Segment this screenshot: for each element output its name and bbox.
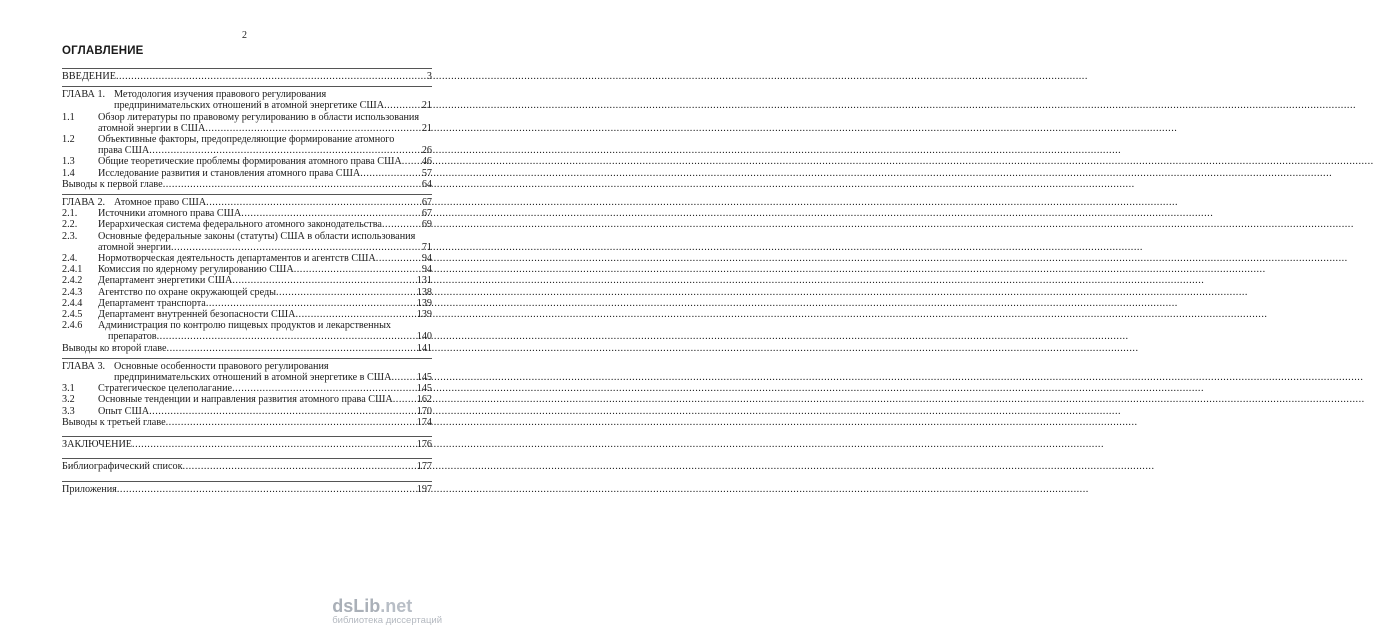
entry-number: 1.3 (62, 156, 75, 168)
entry-page: 57 (421, 167, 432, 179)
entry-title: Основные тенденции и направления развития атомного права США (98, 394, 393, 406)
toc-entry-1-3[interactable] (62, 156, 432, 167)
entry-number: ГЛАВА 2. (62, 197, 106, 209)
entry-title: Атомное право США (114, 197, 207, 209)
toc-entry-3-3[interactable] (62, 406, 432, 417)
entry-number: 2.2. (62, 219, 78, 231)
entry-title: Исследование развития и становления атомного права США (98, 167, 361, 179)
entry-title: Департамент внутренней безопасности США (98, 309, 296, 321)
entry-number: 2.4.4 (62, 297, 83, 309)
entry-title-line2: права США (98, 145, 150, 157)
toc-entry-2-4-1[interactable] (62, 264, 432, 275)
entry-title: Выводы к первой главе (62, 178, 163, 190)
entry-page: 131 (416, 275, 432, 287)
toc-entry-conclusions-3[interactable] (62, 417, 432, 428)
toc-entry-chapter-2[interactable] (62, 197, 432, 208)
entry-title: Комиссия по ядерному регулированию США (98, 264, 294, 276)
toc-entry-appendix[interactable] (62, 484, 432, 495)
toc-entry-2-4-2[interactable] (62, 275, 432, 286)
toc-entry-chapter-1[interactable] (62, 89, 432, 111)
entry-page: 145 (416, 372, 432, 384)
entry-page: 170 (416, 405, 432, 417)
entry-title-line1: Основные особенности правового регулирования (114, 360, 329, 372)
entry-page: 162 (416, 394, 432, 406)
entry-title: Выводы ко второй главе (62, 342, 167, 354)
toc-entry-2-4-3[interactable] (62, 287, 432, 298)
entry-title-line2: предпринимательских отношений в атомной энергетике в США (114, 372, 392, 384)
entry-page: 174 (416, 416, 432, 428)
entry-number: ГЛАВА 1. (62, 89, 106, 101)
entry-number: 2.1. (62, 208, 78, 220)
entry-title: Иерархическая система федерального атомного законодательства (98, 219, 382, 231)
entry-title: Департамент энергетики США (98, 275, 233, 287)
toc-entry-bibliography[interactable] (62, 461, 432, 472)
entry-number: 2.4.3 (62, 286, 83, 298)
entry-page: 139 (416, 309, 432, 321)
toc-entry-conclusions-1[interactable] (62, 179, 432, 190)
toc-entry-2-4-6[interactable] (62, 320, 432, 342)
entry-title-line2: атомной энергии в США (98, 122, 206, 134)
entry-title-line2: препаратов (108, 331, 157, 343)
toc-entry-2-2[interactable] (62, 219, 432, 230)
entry-number: 3.1 (62, 383, 75, 395)
toc-chapter-1 (62, 86, 432, 190)
entry-number: 1.2 (62, 134, 75, 146)
table-of-contents (62, 68, 432, 495)
entry-page: 94 (421, 264, 432, 276)
entry-number: 2.4.5 (62, 309, 83, 321)
entry-title: ВВЕДЕНИЕ (62, 71, 116, 82)
entry-title: Приложения (62, 483, 117, 495)
entry-number: 2.4. (62, 253, 78, 265)
toc-chapter-3 (62, 358, 432, 428)
entry-number: 1.1 (62, 111, 75, 123)
toc-entry-1-4[interactable] (62, 168, 432, 179)
toc-conclusion (62, 436, 432, 450)
entry-title: Общие теоретические проблемы формирования атомного права США (98, 156, 402, 168)
entry-title: Департамент транспорта (98, 297, 206, 309)
entry-title-line1: Методология изучения правового регулирования (114, 89, 327, 101)
entry-title: Стратегическое целеполагание (98, 383, 233, 395)
entry-page: 197 (416, 483, 432, 495)
entry-number: ГЛАВА 3. (62, 360, 106, 372)
entry-page: 3 (426, 71, 432, 82)
entry-page: 21 (421, 100, 432, 112)
toc-entry-2-1[interactable] (62, 208, 432, 219)
toc-entry-3-2[interactable] (62, 394, 432, 405)
entry-page: 139 (416, 297, 432, 309)
toc-entry-intro[interactable] (62, 71, 432, 82)
entry-page: 26 (421, 145, 432, 157)
entry-title: ЗАКЛЮЧЕНИЕ (62, 439, 133, 451)
entry-title-line1: Объективные факторы, предопределяющие формирование атомного (98, 134, 395, 146)
entry-page: 69 (421, 219, 432, 231)
entry-page: 21 (421, 122, 432, 134)
entry-page: 141 (416, 342, 432, 354)
entry-page: 176 (416, 439, 432, 451)
entry-title-line2: атомной энергии (98, 241, 171, 253)
entry-number: 2.4.1 (62, 264, 83, 276)
entry-title: Выводы к третьей главе (62, 416, 166, 428)
entry-title-line2: предпринимательских отношений в атомной энергетике США (114, 100, 385, 112)
entry-number: 2.3. (62, 230, 78, 242)
entry-page: 140 (416, 331, 432, 343)
watermark-subtitle: библиотека диссертаций (332, 615, 442, 626)
entry-title: Опыт США (98, 405, 150, 417)
toc-appendix (62, 481, 432, 495)
entry-title-line1: Обзор литературы по правовому регулированию в области использования (98, 111, 420, 123)
entry-page: 67 (421, 197, 432, 209)
toc-entry-1-2[interactable] (62, 134, 432, 156)
entry-page: 71 (421, 241, 432, 253)
toc-entry-conclusions-2[interactable] (62, 343, 432, 354)
watermark-logo (332, 596, 442, 617)
entry-number: 1.4 (62, 167, 75, 179)
entry-number: 2.4.2 (62, 275, 83, 287)
entry-page: 67 (421, 208, 432, 220)
toc-bibliography (62, 458, 432, 472)
page-title: ОГЛАВЛЕНИЕ (62, 45, 144, 57)
entry-page: 94 (421, 253, 432, 265)
entry-title-line1: Основные федеральные законы (статуты) США в области использования (98, 230, 416, 242)
entry-title: Библиографический список (62, 461, 183, 473)
entry-page: 138 (416, 286, 432, 298)
watermark-domain: .net (380, 596, 413, 616)
entry-title: Агентство по охране окружающей среды (98, 286, 276, 298)
entry-title: Источники атомного права США (98, 208, 242, 220)
toc-entry-2-4[interactable] (62, 253, 432, 264)
toc-chapter-2 (62, 194, 432, 354)
watermark-brand: dsLib (332, 596, 381, 616)
entry-title-line1: Администрация по контролю пищевых продуктов и лекарственных (98, 320, 392, 332)
entry-title: Нормотворческая деятельность департаментов и агентств США (98, 253, 376, 265)
toc-entry-2-3[interactable] (62, 231, 432, 253)
toc-intro (62, 68, 432, 82)
entry-number: 2.4.6 (62, 320, 83, 332)
toc-entry-1-1[interactable] (62, 112, 432, 134)
entry-page: 145 (416, 383, 432, 395)
entry-page: 177 (416, 461, 432, 473)
toc-entry-2-4-5[interactable] (62, 309, 432, 320)
toc-entry-chapter-3[interactable] (62, 361, 432, 383)
toc-entry-conclusion[interactable] (62, 439, 432, 450)
page-number: 2 (242, 30, 247, 41)
entry-page: 46 (421, 156, 432, 168)
entry-page: 64 (421, 178, 432, 190)
entry-number: 3.3 (62, 405, 75, 417)
toc-entry-3-1[interactable] (62, 383, 432, 394)
watermark (332, 596, 442, 626)
toc-entry-2-4-4[interactable] (62, 298, 432, 309)
entry-number: 3.2 (62, 394, 75, 406)
